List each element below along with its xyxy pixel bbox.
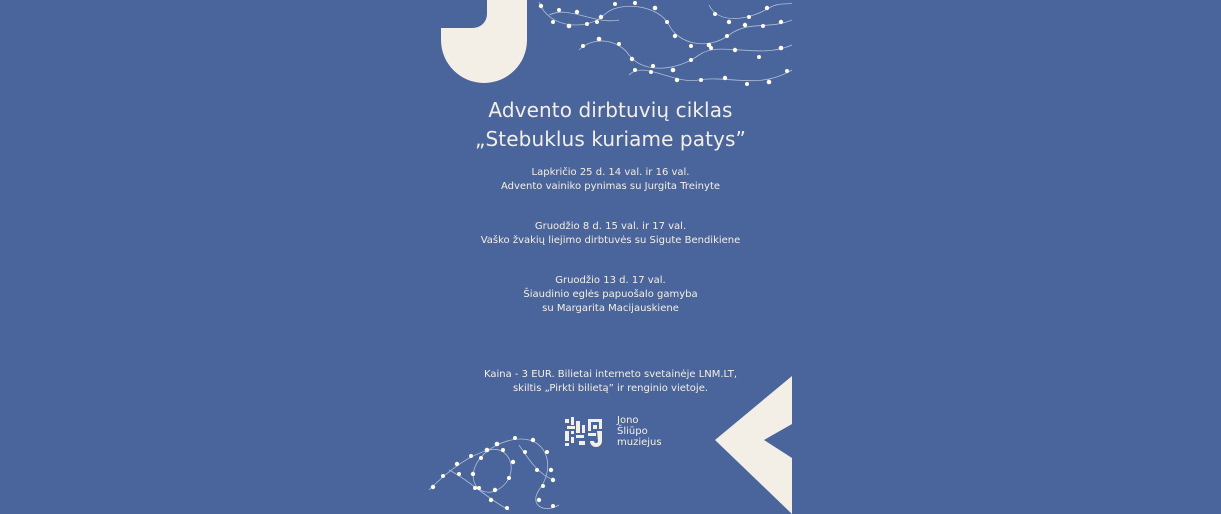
event-description: Šiaudinio eglės papuošalo gamyba [523,289,698,300]
price-line-2: skiltis „Pirkti bilietą” ir renginio vietoje. [512,383,709,394]
event-poster [429,0,792,514]
event-block-2 [429,220,792,248]
event-date: Lapkričio 25 d. 14 val. ir 16 val. [531,167,690,178]
event-block-3 [429,274,792,316]
event-date: Gruodžio 8 d. 15 val. ir 17 val. [534,221,687,232]
logo-line-2: Šliūpo [617,426,648,437]
logo-line-3: muziejus [617,437,662,448]
poster-title [429,96,792,154]
title-line-2: „Stebuklus kuriame patys” [475,127,746,151]
event-description: Advento vainiko pynimas su Jurgita Treinyte [500,181,721,192]
price-info [429,368,792,396]
diamond-shape [715,376,792,514]
event-description-line-2: su Margarita Macijauskiene [542,303,679,314]
event-date: Gruodžio 13 d. 17 val. [555,275,666,286]
price-line-1: Kaina - 3 EUR. Bilietai interneto svetainėje LNM.LT, [483,369,738,380]
event-description: Vaško žvakių liejimo dirbtuvės su Sigute Bendikiene [480,235,741,246]
semicircle-shape [441,0,527,83]
logo-line-1: Jono [617,415,639,426]
museum-logo-text [617,415,662,448]
museum-logo-icon [565,417,607,447]
museum-logo [565,414,665,448]
string-lights-top-bulbs [539,1,789,86]
event-block-1 [429,166,792,194]
title-line-1: Advento dirbtuvių ciklas [488,98,733,122]
